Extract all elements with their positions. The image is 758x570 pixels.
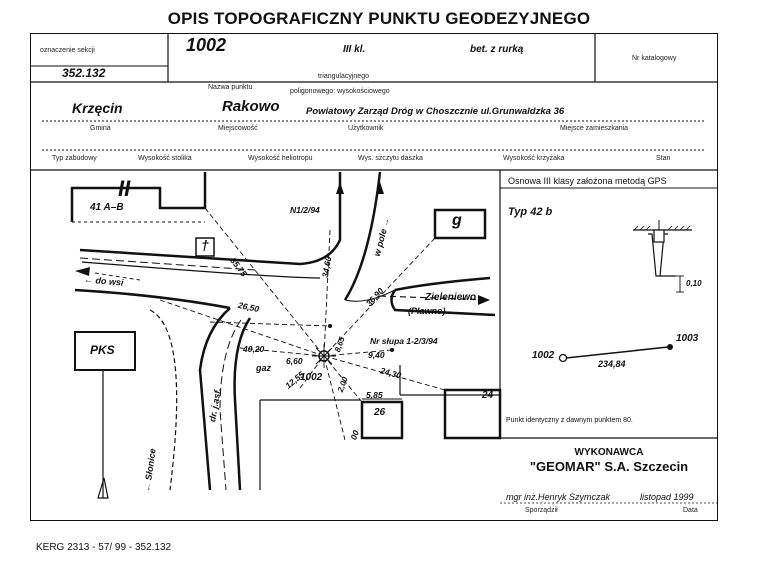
distance-35-75: 35,75 <box>228 255 250 279</box>
table-height-label: Wysokość stolika <box>138 155 192 162</box>
date-label: Data <box>683 507 698 514</box>
cross-icon: † <box>201 237 209 253</box>
pks-label: PKS <box>90 343 115 357</box>
gmina-value: Krzęcin <box>72 100 123 116</box>
date-value: listopad 1999 <box>640 492 694 502</box>
building-type-label: Typ zabudowy <box>52 155 97 162</box>
distance-9-40: 9,40 <box>368 350 385 360</box>
building-26-label: 26 <box>374 407 386 418</box>
distance-00: 00 <box>348 428 362 442</box>
distance-36-90: 36,90 <box>363 285 386 309</box>
owner-label: Użytkownik <box>348 125 384 132</box>
author-label: Sporządził <box>525 507 558 514</box>
point-class: III kl. <box>343 44 366 55</box>
building-g-label: g <box>452 212 462 229</box>
contractor-name: "GEOMAR" S.A. Szczecin <box>529 459 689 474</box>
section-label: oznaczenie sekcji <box>40 47 95 54</box>
distance-12-55: 12,55 <box>283 369 307 391</box>
building-24-label: 24 <box>482 390 494 401</box>
gmina-label: Gmina <box>90 125 111 132</box>
triangulation-label: triangulacyjnego <box>318 73 369 80</box>
footer-reference: KERG 2313 - 57/ 99 - 352.132 <box>36 542 172 553</box>
point-1003-label: 1003 <box>676 333 699 344</box>
page-title: OPIS TOPOGRAFICZNY PUNKTU GEODEZYJNEGO <box>167 9 591 28</box>
locality-label: Miejscowość <box>218 125 258 132</box>
do-wsi-label: ← do wsi <box>83 274 124 288</box>
n1-label: N1/2/94 <box>290 205 320 215</box>
owner-value: Powiatowy Zarząd Dróg w Choszcznie ul.Grunwaldzka 36 <box>306 106 565 117</box>
point-name-label: Nazwa punktu <box>208 84 253 91</box>
road-type-label: dr. j.asf. <box>207 387 223 423</box>
distance-6-60: 6,60 <box>286 356 303 366</box>
heliotrope-height-label: Wysokość heliotropu <box>248 155 313 162</box>
depth-value: 0,10 <box>686 279 702 288</box>
w-pole-label: w pole → <box>371 216 392 258</box>
building-ii-label: II <box>118 176 131 201</box>
contractor-label: WYKONAWCA <box>574 447 644 458</box>
monument-type: Typ 42 b <box>508 206 553 218</box>
distance-2-00: 2,00 <box>335 375 350 394</box>
catalog-number-label: Nr katalogowy <box>632 55 677 62</box>
stabilization-type: bet. z rurką <box>470 44 524 55</box>
distance-34-60: 34,60 <box>319 255 334 279</box>
distance-234-84: 234,84 <box>598 359 626 369</box>
point-1002-sketch-label: 1002 <box>300 372 323 383</box>
plawno-label: (Pławno) <box>408 306 446 316</box>
identity-note: Punkt identyczny z dawnym punktem 80. <box>506 417 633 424</box>
distance-40-20: 40,20 <box>243 344 265 354</box>
point-1002-label: 1002 <box>532 350 555 361</box>
locality-value: Rakowo <box>222 98 280 115</box>
distance-24-30: 24,30 <box>379 365 403 381</box>
residence-label: Miejsce zamieszkania <box>560 125 629 132</box>
roof-height-label: Wys. szczytu daszka <box>358 155 423 162</box>
gas-label: gaz <box>256 363 272 373</box>
section-value: 352.132 <box>62 66 106 80</box>
state-label: Stan <box>656 155 671 162</box>
distance-8-65: 8,65 <box>332 335 347 354</box>
control-network-note: Osnowa III klasy założona metodą GPS <box>508 176 667 186</box>
point-number: 1002 <box>186 35 227 55</box>
polygon-label: poligonowego: wysokościowego <box>290 88 390 95</box>
slonice-label: ← Słonice <box>141 447 158 493</box>
zieleniewo-label: Zieleniewo <box>425 292 477 303</box>
author-name: mgr inż.Henryk Szymczak <box>506 492 611 502</box>
pole-number-label: Nr słupa 1-2/3/94 <box>370 336 438 346</box>
building-41ab-label: 41 A–B <box>90 202 124 213</box>
cross-height-label: Wysokość krzyżaka <box>503 155 565 162</box>
distance-26-50: 26,50 <box>237 299 261 315</box>
distance-5-85: 5,85 <box>366 390 383 400</box>
